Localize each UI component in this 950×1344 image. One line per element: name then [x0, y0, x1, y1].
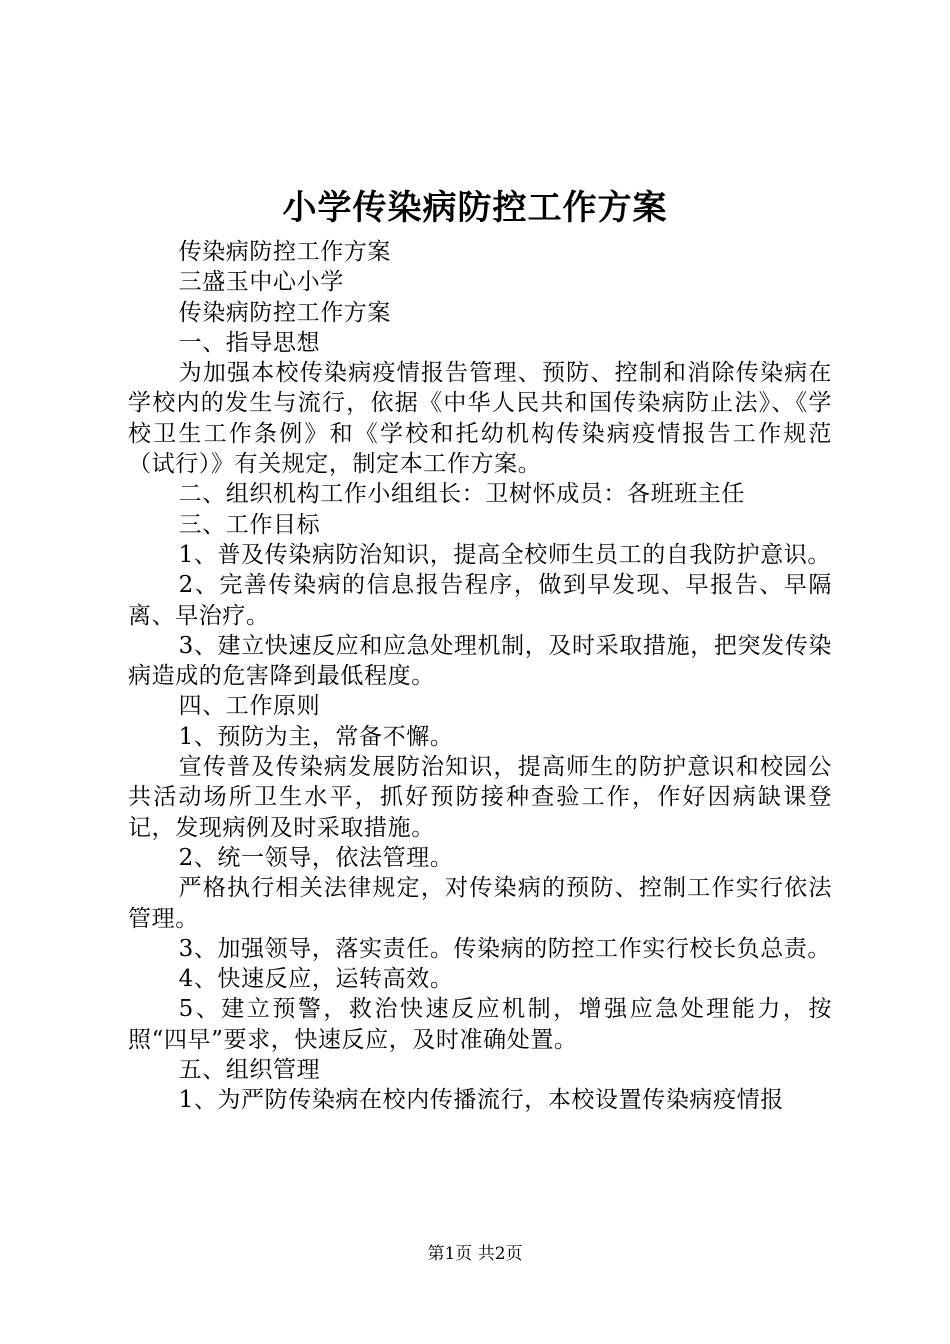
- paragraph: 严格执行相关法律规定，对传染病的预防、控制工作实行依法管理。: [128, 875, 832, 932]
- paragraph: 传染病防控工作方案: [178, 239, 391, 265]
- paragraph: 三盛玉中心小学: [178, 269, 344, 296]
- section-heading: 三、工作目标: [178, 511, 321, 538]
- list-item: 4、快速反应，运转高效。: [178, 966, 454, 993]
- page-number-footer: 第1页 共2页: [427, 1244, 523, 1264]
- list-item: 2、完善传染病的信息报告程序，做到早发现、早报告、早隔离、早治疗。: [128, 572, 832, 629]
- document-body: [128, 237, 832, 1116]
- paragraph: 宣传普及传染病发展防治知识，提高师生的防护意识和校园公共活动场所卫生水平，抓好预防接种查验工作，作好因病缺课登记，发现病例及时采取措施。: [128, 754, 832, 841]
- list-item: 1、预防为主，常备不懈。: [178, 723, 454, 750]
- list-item: 1、为严防传染病在校内传播流行，本校设置传染病疫情报: [178, 1087, 784, 1114]
- section-heading: 二、组织机构工作小组组长：卫树怀成员：各班班主任: [178, 481, 745, 508]
- document-title: 小学传染病防控工作方案: [282, 188, 668, 228]
- section-heading: 五、组织管理: [178, 1057, 321, 1084]
- list-item: 2、统一领导，依法管理。: [178, 844, 454, 871]
- list-item: 5、建立预警，救治快速反应机制，增强应急处理能力，按照“四早”要求，快速反应，及时准确处置。: [128, 996, 832, 1053]
- paragraph: 传染病防控工作方案: [178, 299, 391, 326]
- list-item: 3、加强领导，落实责任。传染病的防控工作实行校长负总责。: [178, 935, 832, 962]
- paragraph: 为加强本校传染病疫情报告管理、预防、控制和消除传染病在学校内的发生与流行，依据《中华人民共和国传染病防止法》、《学校卫生工作条例》和《学校和托幼机构传染病疫情报告工作规范（试行）》有关规定，制定本工作方案。: [128, 360, 832, 478]
- list-item: 1、普及传染病防治知识，提高全校师生员工的自我防护意识。: [178, 541, 832, 568]
- list-item: 3、建立快速反应和应急处理机制，及时采取措施，把突发传染病造成的危害降到最低程度。: [128, 632, 832, 690]
- section-heading: 一、指导思想: [178, 329, 321, 356]
- section-heading: 四、工作原则: [178, 693, 321, 720]
